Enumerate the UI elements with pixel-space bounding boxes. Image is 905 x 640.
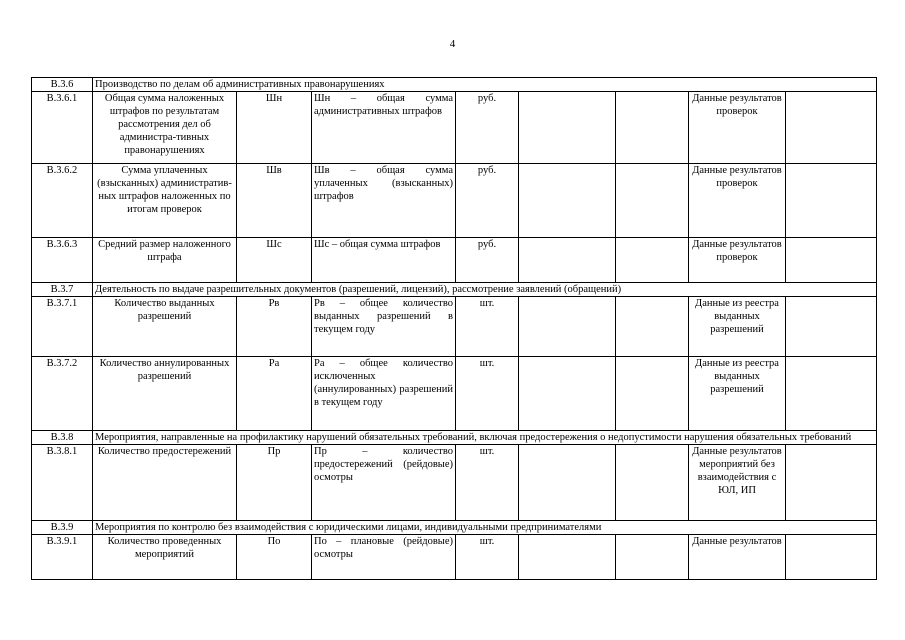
indicator-unit: руб. — [456, 92, 519, 164]
empty-cell — [786, 92, 877, 164]
indicator-symbol: Рв — [237, 297, 312, 357]
section-title: Мероприятия по контролю без взаимодействия с юридическими лицами, индивидуальными предпринимателями — [93, 521, 877, 535]
empty-cell — [616, 445, 689, 521]
indicator-source: Данные результатов проверок — [689, 238, 786, 283]
empty-cell — [519, 297, 616, 357]
section-row — [32, 78, 877, 92]
empty-cell — [519, 445, 616, 521]
indicator-name: Средний размер наложенного штрафа — [93, 238, 237, 283]
empty-cell — [519, 535, 616, 580]
empty-cell — [786, 238, 877, 283]
table-row — [32, 238, 877, 283]
indicator-source: Данные результатов — [689, 535, 786, 580]
indicator-unit: руб. — [456, 164, 519, 238]
empty-cell — [616, 357, 689, 431]
empty-cell — [616, 92, 689, 164]
empty-cell — [786, 357, 877, 431]
empty-cell — [519, 164, 616, 238]
empty-cell — [616, 164, 689, 238]
indicator-unit: шт. — [456, 445, 519, 521]
empty-cell — [786, 535, 877, 580]
indicator-name: Количество проведенных мероприятий — [93, 535, 237, 580]
empty-cell — [616, 238, 689, 283]
indicator-symbol: Шв — [237, 164, 312, 238]
indicator-source: Данные результатов проверок — [689, 164, 786, 238]
section-code: В.3.7 — [32, 283, 93, 297]
empty-cell — [786, 445, 877, 521]
indicator-unit: шт. — [456, 357, 519, 431]
indicator-description: По – плановые (рейдовые) осмотры — [312, 535, 456, 580]
section-title: Производство по делам об административных правонарушениях — [93, 78, 877, 92]
table-row — [32, 92, 877, 164]
indicator-symbol: Шн — [237, 92, 312, 164]
indicator-name: Количество предостережений — [93, 445, 237, 521]
section-code: В.3.6 — [32, 78, 93, 92]
section-title: Мероприятия, направленные на профилактику нарушений обязательных требований, включая предостережения о недопустимости нарушения обязательных требований — [93, 431, 877, 445]
indicator-description: Рв – общее количество выданных разрешений в текущем году — [312, 297, 456, 357]
indicator-description: Пр – количество предостережений (рейдовые) осмотры — [312, 445, 456, 521]
table-row — [32, 535, 877, 580]
section-row — [32, 521, 877, 535]
section-code: В.3.8 — [32, 431, 93, 445]
indicator-code: В.3.6.3 — [32, 238, 93, 283]
indicator-name: Количество аннулированных разрешений — [93, 357, 237, 431]
indicator-code: В.3.7.1 — [32, 297, 93, 357]
indicator-description: Шс – общая сумма штрафов — [312, 238, 456, 283]
indicator-description: Ра – общее количество исключенных (аннулированных) разрешений в текущем году — [312, 357, 456, 431]
section-title: Деятельность по выдаче разрешительных документов (разрешений, лицензий), рассмотрение заявлений (обращений) — [93, 283, 877, 297]
empty-cell — [616, 535, 689, 580]
indicator-code: В.3.6.1 — [32, 92, 93, 164]
table-row — [32, 445, 877, 521]
table-row — [32, 164, 877, 238]
section-code: В.3.9 — [32, 521, 93, 535]
indicator-symbol: Ра — [237, 357, 312, 431]
indicator-name: Сумма уплаченных (взысканных) административ-ных штрафов наложенных по итогам проверок — [93, 164, 237, 238]
indicator-source: Данные из реестра выданных разрешений — [689, 297, 786, 357]
page-number: 4 — [449, 38, 456, 50]
indicator-code: В.3.6.2 — [32, 164, 93, 238]
indicator-unit: шт. — [456, 297, 519, 357]
indicator-code: В.3.7.2 — [32, 357, 93, 431]
indicator-symbol: Шс — [237, 238, 312, 283]
section-row — [32, 431, 877, 445]
table-row — [32, 297, 877, 357]
section-row — [32, 283, 877, 297]
empty-cell — [519, 238, 616, 283]
indicator-symbol: Пр — [237, 445, 312, 521]
indicator-name: Общая сумма наложенных штрафов по результатам рассмотрения дел об администра-тивных правонарушениях — [93, 92, 237, 164]
table-row — [32, 357, 877, 431]
indicator-description: Шв – общая сумма уплаченных (взысканных) штрафов — [312, 164, 456, 238]
empty-cell — [786, 164, 877, 238]
indicator-description: Шн – общая сумма административных штрафов — [312, 92, 456, 164]
indicator-name: Количество выданных разрешений — [93, 297, 237, 357]
indicator-source: Данные результатов мероприятий без взаимодействия с ЮЛ, ИП — [689, 445, 786, 521]
indicator-unit: руб. — [456, 238, 519, 283]
empty-cell — [519, 357, 616, 431]
indicator-symbol: По — [237, 535, 312, 580]
indicator-unit: шт. — [456, 535, 519, 580]
empty-cell — [786, 297, 877, 357]
empty-cell — [616, 297, 689, 357]
empty-cell — [519, 92, 616, 164]
indicator-code: В.3.8.1 — [32, 445, 93, 521]
indicator-source: Данные из реестра выданных разрешений — [689, 357, 786, 431]
indicator-source: Данные результатов проверок — [689, 92, 786, 164]
indicator-code: В.3.9.1 — [32, 535, 93, 580]
indicators-table — [31, 77, 877, 580]
